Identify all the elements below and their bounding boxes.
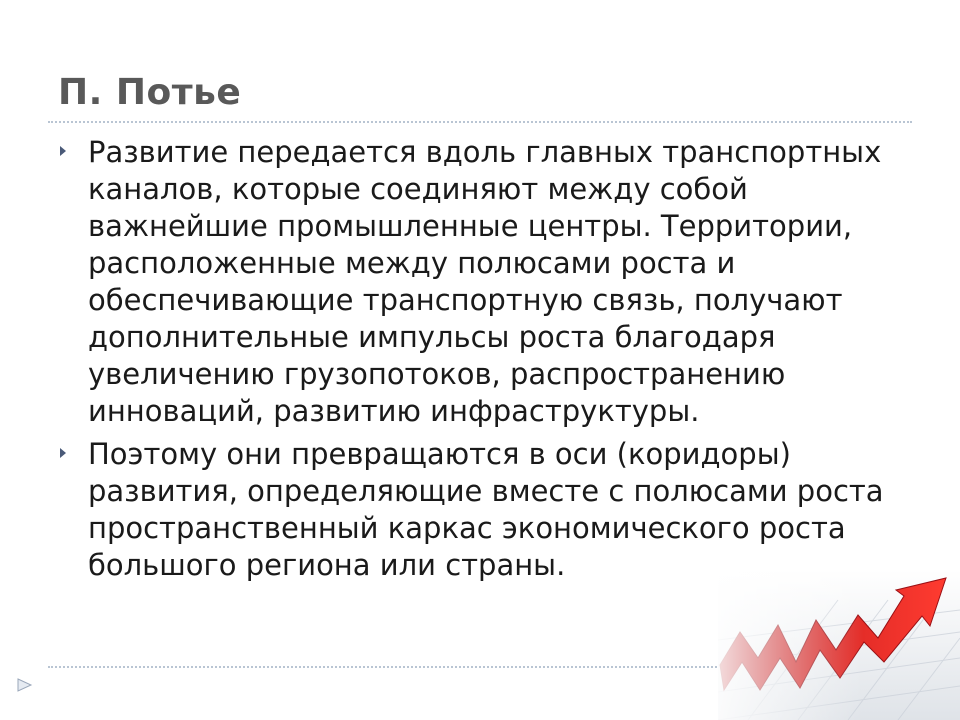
rising-arrow-chart-image: [718, 570, 960, 720]
bullet-item-2: [58, 436, 918, 584]
bullet-text-2: Поэтому они превращаются в оси (коридоры) развития, определяющие вместе с полюсами роста пространственный каркас экономического роста большого региона или страны.: [88, 437, 884, 582]
bullet-triangle-icon: [60, 448, 66, 458]
slide-title: П. Потье: [58, 72, 242, 113]
title-divider: [48, 121, 912, 123]
bullet-list: [58, 134, 918, 590]
bullet-item-1: [58, 134, 918, 430]
chart-fade-overlay: [718, 570, 960, 720]
footer-decoration-icon: [17, 678, 33, 692]
bullet-triangle-icon: [60, 146, 66, 156]
bullet-text-1: Развитие передается вдоль главных транспортных каналов, которые соединяют между собой важнейшие промышленные центры. Территории, расположенные между полюсами роста и обеспечивающие транспортную связь, получают дополнительные импульсы роста благодаря увеличению грузопотоков, распространению инноваций, развитию инфраструктуры.: [88, 135, 882, 428]
